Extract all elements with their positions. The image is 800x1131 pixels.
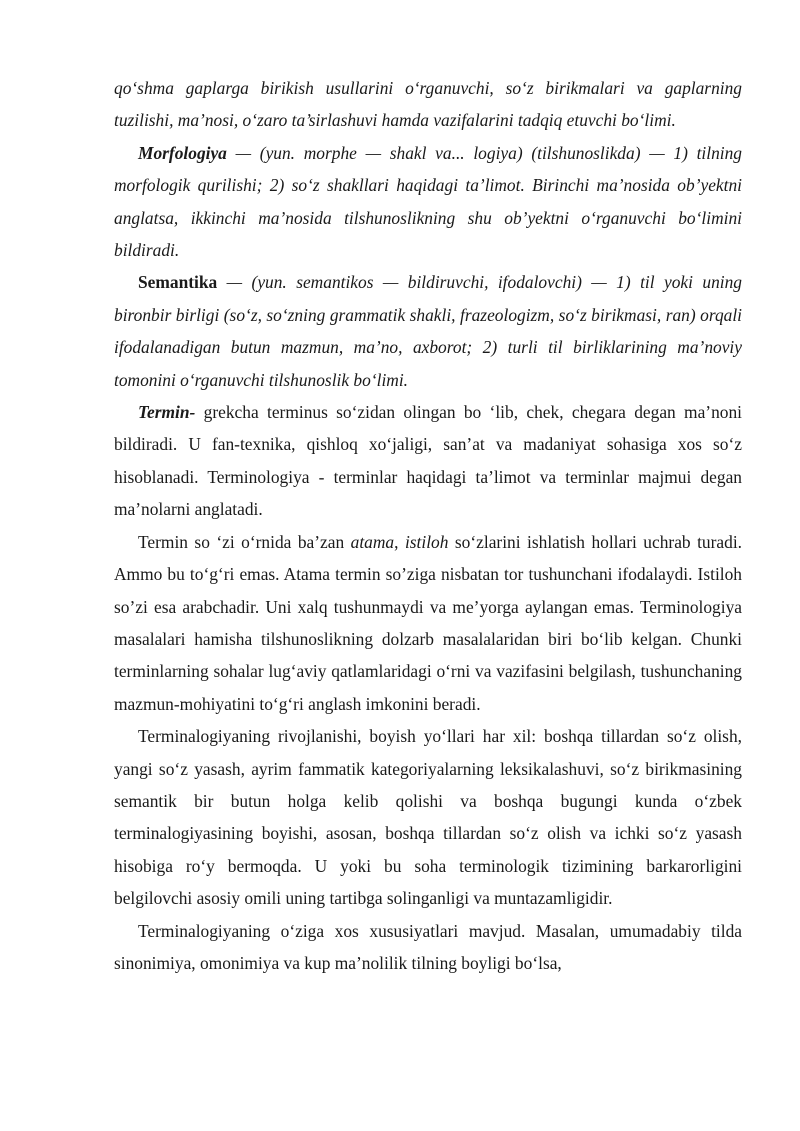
- word-istiloh: istiloh: [404, 531, 449, 552]
- term-morfologiya: Morfologiya: [138, 142, 227, 163]
- document-page: [114, 72, 742, 979]
- paragraph-text-start: Termin so ‘zi o‘rnida ba’zan: [138, 531, 351, 552]
- paragraph-text-end: so‘zlarini ishlatish hollari uchrab turadi. Ammo bu to‘g‘ri emas. Atama termin so’ziga nisbatan tor tushunchani ifodalaydi. Istiloh so’zi esa arabchadir. Uni xalq tushunmaydi va me’yorga aylangan emas. Terminologiya masalalari hamisha tilshunoslikning dolzarb masalalaridan biri bo‘lib kelgan. Chunki terminlarning sohalar lug‘aviy qatlamlaridagi o‘rni va vazifasini belgilash, tushunchaning mazmun-mohiyatini to‘g‘ri anglash imkonini beradi.: [114, 531, 742, 714]
- paragraph-terminalogiya-xususiyatlari: [114, 915, 742, 980]
- paragraph-morfologiya: [114, 137, 742, 267]
- paragraph-semantika: [114, 266, 742, 396]
- word-atama: atama: [350, 531, 395, 552]
- paragraph-text: — (yun. morphe — shakl va... logiya) (tilshunoslikda) — 1) tilning morfologik qurilishi; 2) so‘z shakllari haqidagi ta’limot. Birinchi ma’nosida ob’yektni anglatsa, ikkinchi ma’nosida tilshunoslikning shu ob’yektni o‘rganuvchi bo‘limini bildiradi.: [114, 142, 742, 261]
- paragraph-text: grekcha terminus so‘zidan olingan bo ‘lib, chek, chegara degan ma’noni bildiradi. U fan-texnika, qishloq xo‘jaligi, san’at va madaniyat sohasiga xos so‘z hisoblanadi. Terminologiya - terminlar haqidagi ta’limot va terminlar majmui degan ma’nolarni anglatadi.: [114, 402, 742, 520]
- paragraph-termin: [114, 396, 742, 526]
- term-semantika: Semantika: [138, 272, 218, 293]
- paragraph-text: qo‘shma gaplarga birikish usullarini o‘rganuvchi, so‘z birikmalari va gaplarning tuzilishi, ma’nosi, o‘zaro ta’sirlashuvi hamda vazifalarini tadqiq etuvchi bo‘limi.: [114, 78, 742, 131]
- paragraph-syntax-definition-end: [114, 72, 742, 137]
- term-termin: Termin-: [138, 402, 196, 423]
- paragraph-atama-istiloh: [114, 526, 742, 720]
- paragraph-terminalogiya-rivojlanishi: [114, 720, 742, 914]
- paragraph-text: Terminalogiyaning o‘ziga xos xususiyatlari mavjud. Masalan, umumadabiy tilda sinonimiya, omonimiya va kup ma’nolilik tilning boyligi bo‘lsa,: [114, 920, 742, 973]
- separator: ,: [394, 531, 405, 552]
- paragraph-text: — (yun. semantikos — bildiruvchi, ifodalovchi) — 1) til yoki uning bironbir birligi (so‘z, so‘zning grammatik shakli, frazeologizm, so‘z birikmasi, ran) orqali ifodalanadigan butun mazmun, ma’no, axborot; 2) turli til birliklarining ma’noviy tomonini o‘rganuvchi tilshunoslik bo‘limi.: [114, 272, 742, 390]
- paragraph-text: Terminalogiyaning rivojlanishi, boyish yo‘llari har xil: boshqa tillardan so‘z olish, yangi so‘z yasash, ayrim fammatik kategoriyalarning leksikalashuvi, so‘z birikmasining semantik bir butun holga kelib qolishi va boshqa bugungi kunda o‘zbek terminalogiyasining boyishi, asosan, boshqa tillardan so‘z olish va ichki so‘z yasash hisobiga ro‘y bermoqda. U yoki bu soha terminologik tizimining barkarorligini belgilovchi asosiy omili uning tartibga solinganligi va muntazamligidir.: [114, 726, 742, 909]
